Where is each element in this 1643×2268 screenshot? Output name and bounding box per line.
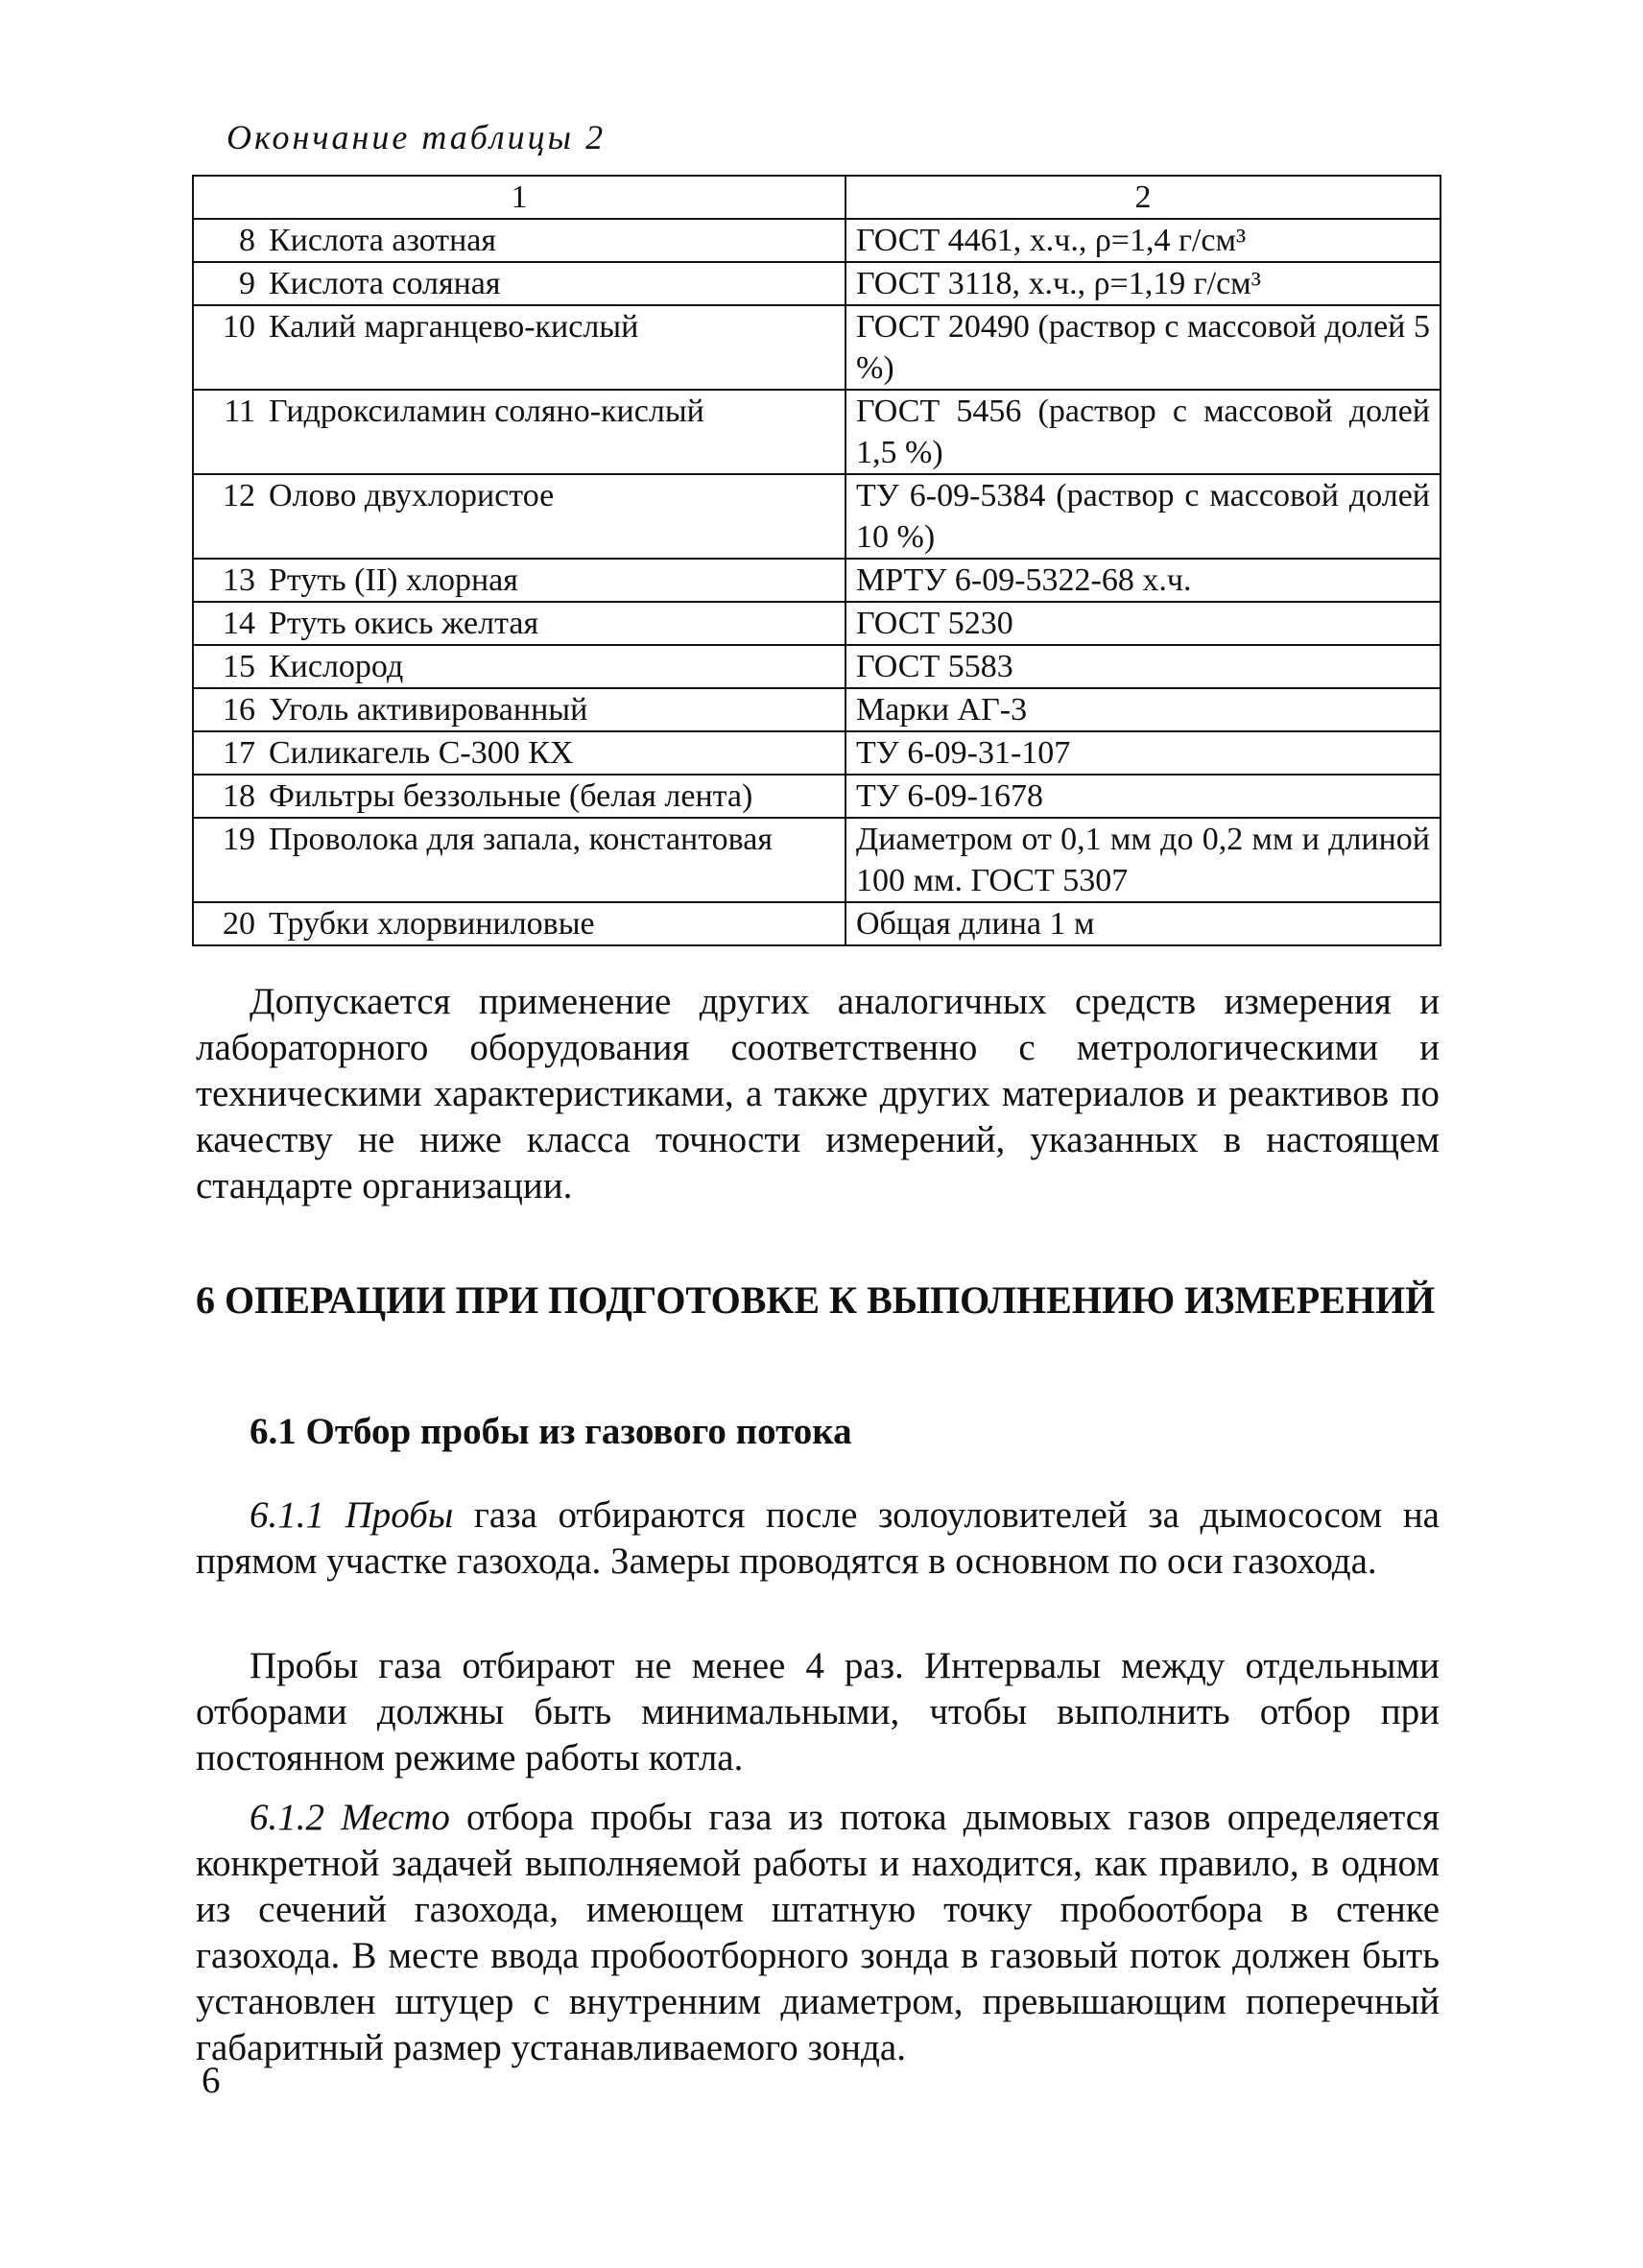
table-row <box>193 602 1441 645</box>
row-number: 19 <box>223 822 255 857</box>
reagent-spec: ТУ 6-09-5384 (раствор с массовой долей 10 %) <box>845 474 1441 559</box>
reagent-cell <box>193 262 845 305</box>
reagent-spec: ТУ 6-09-31-107 <box>845 731 1441 775</box>
column-header-1: 1 <box>193 176 845 219</box>
reagent-spec: Диаметром от 0,1 мм до 0,2 мм и длиной 100 мм. ГОСТ 5307 <box>845 818 1441 902</box>
reagent-spec: ГОСТ 5456 (раствор с массовой долей 1,5 %) <box>845 390 1441 474</box>
reagent-spec: ТУ 6-09-1678 <box>845 775 1441 818</box>
paragraph-6-1-2-lead: 6.1.2 Место <box>250 1797 450 1838</box>
paragraph-6-1-1-lead: 6.1.1 Пробы <box>250 1494 454 1536</box>
reagent-name: Фильтры беззольные (белая лента) <box>269 778 753 814</box>
paragraph-6-1-1 <box>196 1492 1440 1585</box>
table-row <box>193 775 1441 818</box>
reagent-name: Трубки хлорвиниловые <box>269 906 595 942</box>
reagent-spec: ГОСТ 5583 <box>845 645 1441 688</box>
table-body <box>193 219 1441 945</box>
table-row <box>193 731 1441 775</box>
table-row <box>193 390 1441 474</box>
table-row <box>193 559 1441 602</box>
reagent-cell <box>193 219 845 262</box>
row-number: 14 <box>223 606 255 641</box>
reagent-cell <box>193 474 845 559</box>
row-number: 11 <box>224 394 255 429</box>
reagent-spec: ГОСТ 5230 <box>845 602 1441 645</box>
reagent-name: Кислород <box>269 649 404 684</box>
table-row <box>193 474 1441 559</box>
paragraph-6-1-2-text: отбора пробы газа из потока дымовых газов определяется конкретной задачей выполняемой работы и находится, как правило, в одном из сечений газохода, имеющем штатную точку пробоотбора в стенке газохода. В месте ввода пробоотборного зонда в газовый поток должен быть установлен штуцер с внутренним диаметром, превышающим поперечный габаритный размер устанавливаемого зонда. <box>196 1797 1440 2068</box>
table-row <box>193 219 1441 262</box>
reagent-cell <box>193 602 845 645</box>
reagent-name: Силикагель С-300 КХ <box>269 735 574 771</box>
reagent-cell <box>193 775 845 818</box>
row-number: 16 <box>223 692 255 728</box>
table-row <box>193 645 1441 688</box>
row-number: 10 <box>223 309 255 345</box>
table-caption: Окончание таблицы 2 <box>226 118 607 156</box>
row-number: 9 <box>239 266 255 301</box>
reagent-cell <box>193 731 845 775</box>
reagent-spec: Марки АГ-3 <box>845 688 1441 731</box>
reagent-cell <box>193 902 845 945</box>
row-number: 15 <box>223 649 255 684</box>
table-row <box>193 902 1441 945</box>
reagent-name: Гидроксиламин соляно-кислый <box>269 394 704 429</box>
reagent-name: Кислота соляная <box>269 266 501 301</box>
reagent-cell <box>193 688 845 731</box>
row-number: 8 <box>239 223 255 258</box>
reagent-spec: МРТУ 6-09-5322-68 х.ч. <box>845 559 1441 602</box>
reagent-cell <box>193 559 845 602</box>
paragraph-6-1-1-second: Пробы газа отбирают не менее 4 раз. Интервалы между отдельными отборами должны быть минимальными, чтобы выполнить отбор при постоянном режиме работы котла. <box>196 1645 1440 1779</box>
reagent-name: Проволока для запала, константовая <box>269 822 773 857</box>
reagent-cell <box>193 818 845 902</box>
paragraph-6-1-1-text: газа отбираются после золоуловителей за дымососом на прямом участке газохода. Замеры проводятся в основном по оси газохода. <box>196 1494 1440 1582</box>
reagent-spec: ГОСТ 3118, х.ч., ρ=1,19 г/см³ <box>845 262 1441 305</box>
reagent-cell <box>193 305 845 390</box>
reagent-name: Ртуть окись желтая <box>269 606 539 641</box>
row-number: 17 <box>223 735 255 771</box>
table-header-row <box>193 176 1441 219</box>
row-number: 12 <box>223 478 255 513</box>
page-number: 6 <box>202 2060 221 2101</box>
row-number: 18 <box>223 778 255 814</box>
row-number: 20 <box>223 906 255 942</box>
row-number: 13 <box>223 562 255 598</box>
reagent-spec: ГОСТ 20490 (раствор с массовой долей 5 %) <box>845 305 1441 390</box>
reagent-name: Кислота азотная <box>269 223 497 258</box>
reagent-name: Олово двухлористое <box>269 478 555 513</box>
paragraph-6-1-2 <box>196 1795 1440 2071</box>
reagent-name: Уголь активированный <box>269 692 588 728</box>
table-row <box>193 305 1441 390</box>
reagent-name: Калий марганцево-кислый <box>269 309 639 345</box>
table-row <box>193 818 1441 902</box>
column-header-2: 2 <box>845 176 1441 219</box>
note-paragraph: Допускается применение других аналогичных средств измерения и лабораторного оборудования соответственно с метрологическими и техническими характеристиками, а также других материалов и реактивов по качеству не ниже класса точности измерений, указанных в настоящем стандарте организации. <box>196 981 1440 1206</box>
section-6-1-heading: 6.1 Отбор пробы из газового потока <box>250 1411 852 1452</box>
reagent-cell <box>193 645 845 688</box>
reagent-spec: Общая длина 1 м <box>845 902 1441 945</box>
reagent-name: Ртуть (II) хлорная <box>269 562 518 598</box>
reagent-cell <box>193 390 845 474</box>
table-row <box>193 688 1441 731</box>
reagent-spec: ГОСТ 4461, х.ч., ρ=1,4 г/см³ <box>845 219 1441 262</box>
table-row <box>193 262 1441 305</box>
section-6-heading: 6 ОПЕРАЦИИ ПРИ ПОДГОТОВКЕ К ВЫПОЛНЕНИЮ ИЗМЕРЕНИЙ <box>196 1278 1436 1322</box>
reagents-table <box>192 175 1441 946</box>
